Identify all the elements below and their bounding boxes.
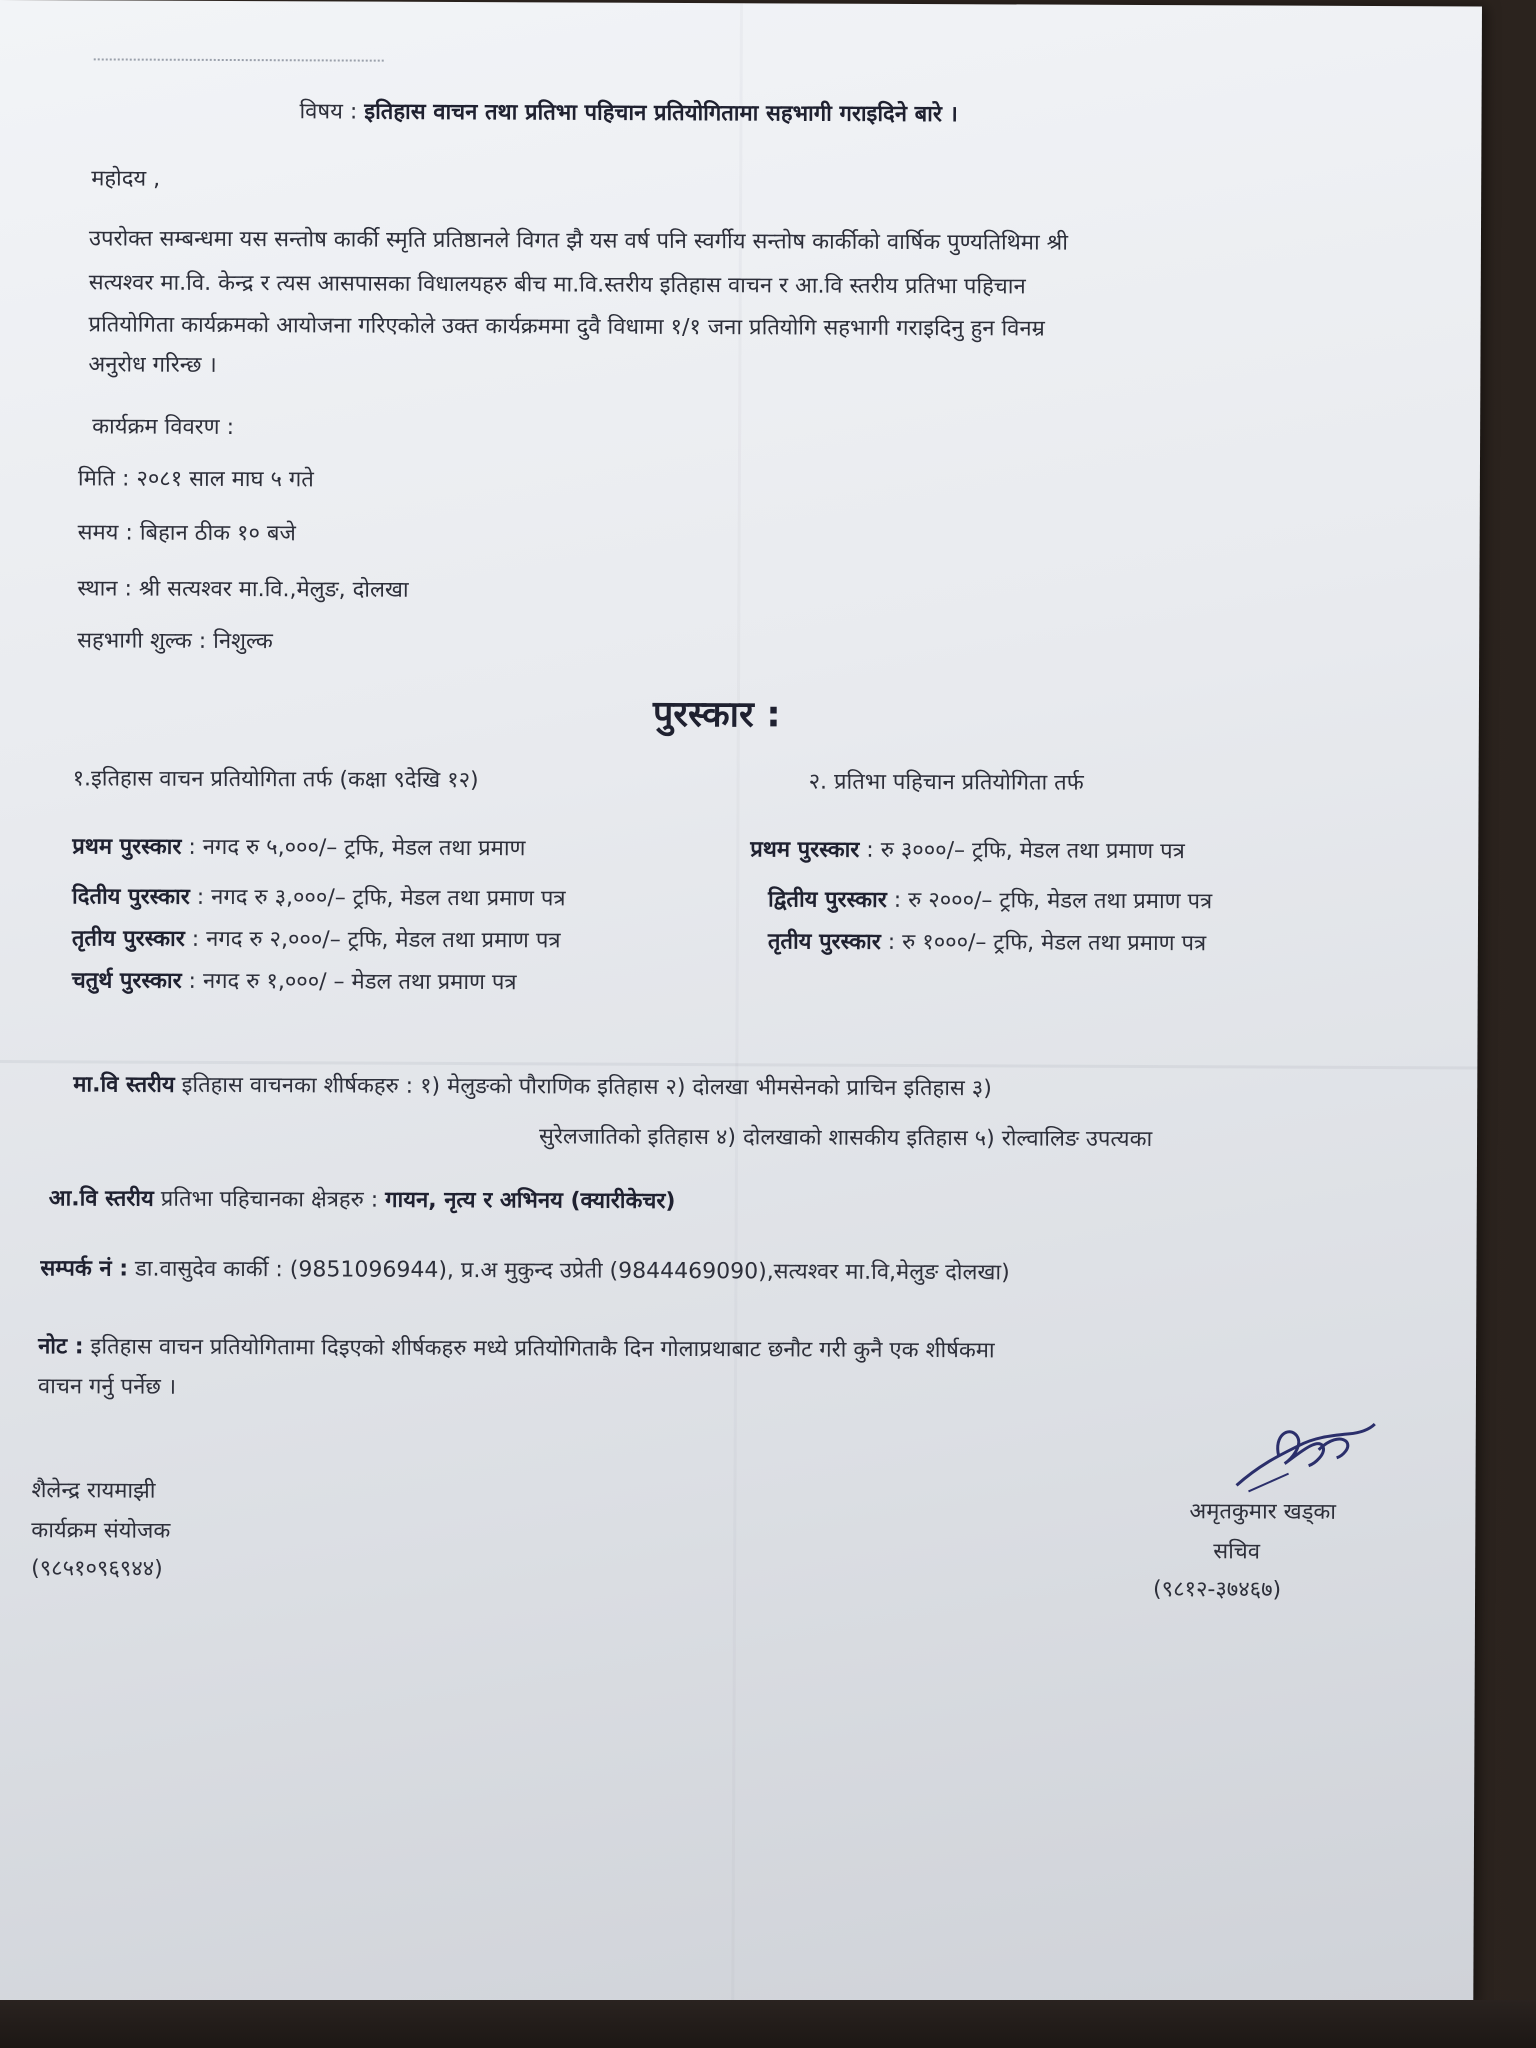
program-venue: स्थान : श्री सत्यश्वर मा.वि.,मेलुङ, दोलखा	[77, 576, 409, 603]
prize-label: द्वितीय पुरस्कार	[768, 887, 887, 913]
prize-value: : नगद रु ५,०००/– ट्रफि, मेडल तथा प्रमाण	[181, 834, 526, 862]
note-label: नोट :	[38, 1334, 84, 1360]
program-heading: कार्यक्रम विवरण :	[92, 414, 235, 441]
prize-label: तृतीय पुरस्कार	[71, 926, 185, 952]
prize-value: : नगद रु ३,०००/– ट्रफि, मेडल तथा प्रमाण पत्र	[189, 884, 566, 912]
body-line-2: सत्यश्वर मा.वि. केन्द्र र त्यस आसपासका विधालयहरु बीच मा.वि.स्तरीय इतिहास वाचन र आ.वि स्तरीय प्रतिभा पहिचान	[88, 270, 1026, 300]
history-prize-row	[72, 880, 566, 912]
talent-areas-line	[49, 1186, 676, 1215]
history-prizes-heading: १.इतिहास वाचन प्रतियोगिता तर्फ (कक्षा ९देखि १२)	[72, 766, 479, 794]
left-signatory-name: शैलेन्द्र रायमाझी	[31, 1478, 156, 1504]
talent-areas-middle: प्रतिभा पहिचानका क्षेत्रहरु :	[153, 1186, 386, 1213]
topics-line-1	[73, 1072, 992, 1102]
program-time: समय : बिहान ठीक १० बजे	[77, 520, 296, 547]
history-prize-row	[72, 922, 561, 954]
prize-label: प्रथम पुरस्कार	[750, 837, 860, 863]
prize-label: तृतीय पुरस्कार	[767, 929, 881, 955]
prize-label: प्रथम पुरस्कार	[72, 834, 182, 860]
history-prize-row	[72, 830, 525, 862]
contact-text: डा.वासुदेव कार्की : (9851096944), प्र.अ मुकुन्द उप्रेती (9844469090),सत्यश्वर मा.वि,मेलुङ दोलखा)	[128, 1256, 1010, 1286]
right-signatory-phone: (९८१२-३७४६७)	[1153, 1577, 1282, 1603]
note-text: इतिहास वाचन प्रतियोगितामा दिइएको शीर्षकहरु मध्ये प्रतियोगिताकै दिन गोलाप्रथाबाट छनौट गरी कुनै एक शीर्षकमा	[83, 1334, 995, 1364]
left-signatory-role: कार्यक्रम संयोजक	[31, 1518, 171, 1544]
subject-text: इतिहास वाचन तथा प्रतिभा पहिचान प्रतियोगितामा सहभागी गराइदिने बारे ।	[364, 99, 958, 128]
talent-prize-row	[750, 833, 1185, 865]
paper-crease	[731, 3, 743, 2003]
handwritten-signature	[1218, 1415, 1378, 1506]
paper-crease	[0, 1060, 1477, 1069]
topics-text: इतिहास वाचनका शीर्षकहरु : १) मेलुङको पौराणिक इतिहास २) दोलखा भीमसेनको प्राचिन इतिहास ३)	[174, 1072, 992, 1102]
prize-label: दितीय पुरस्कार	[72, 884, 190, 910]
prize-value: : नगद रु २,०००/– ट्रफि, मेडल तथा प्रमाण पत्र	[184, 926, 561, 954]
prize-value: : नगद रु १,०००/ – मेडल तथा प्रमाण पत्र	[181, 968, 517, 996]
topics-label: मा.वि स्तरीय	[73, 1072, 175, 1098]
prize-value: : रु २०००/– ट्रफि, मेडल तथा प्रमाण पत्र	[886, 887, 1213, 915]
program-date: मिति : २०८१ साल माघ ५ गते	[77, 466, 314, 493]
program-fee: सहभागी शुल्क : निशुल्क	[77, 628, 273, 655]
right-signatory-name: अमृतकुमार खड्का	[1189, 1499, 1337, 1525]
contact-line	[40, 1256, 1009, 1287]
top-dotted-line	[94, 58, 384, 61]
prize-label: चतुर्थ पुरस्कार	[71, 968, 182, 994]
topics-line-2: सुरेलजातिको इतिहास ४) दोलखाको शासकीय इतिहास ५) रोल्वालिङ उपत्यका	[538, 1124, 1153, 1153]
subject-line	[299, 99, 957, 128]
talent-prize-row	[768, 883, 1212, 915]
prizes-heading: पुरस्कार :	[652, 693, 781, 736]
note-line-2: वाचन गर्नु पर्नेछ ।	[37, 1374, 177, 1400]
table-surface	[0, 2000, 1536, 2048]
prize-value: : रु ३०००/– ट्रफि, मेडल तथा प्रमाण पत्र	[859, 837, 1185, 865]
contact-label: सम्पर्क नं :	[40, 1256, 129, 1282]
note-line-1	[38, 1334, 995, 1365]
talent-prizes-heading: २. प्रतिभा पहिचान प्रतियोगिता तर्फ	[808, 769, 1084, 796]
body-line-4: अनुरोध गरिन्छ ।	[88, 352, 217, 378]
salutation: महोदय ,	[91, 166, 161, 192]
talent-areas-label: आ.वि स्तरीय	[48, 1186, 154, 1212]
body-line-3: प्रतियोगिता कार्यक्रमको आयोजना गरिएकोले उक्त कार्यक्रममा दुवै विधामा १/१ जना प्रतियोगि सहभागी गराइदिनु हुन विनम्र	[88, 312, 1045, 342]
right-signatory-role: सचिव	[1213, 1539, 1261, 1565]
body-line-1: उपरोक्त सम्बन्धमा यस सन्तोष कार्की स्मृति प्रतिष्ठानले विगत झै यस वर्ष पनि स्वर्गीय सन्तोष कार्कीको वार्षिक पुण्यतिथिमा श्री	[88, 226, 1069, 256]
history-prize-row	[72, 964, 517, 996]
subject-label: विषय :	[299, 99, 358, 125]
talent-prize-row	[768, 925, 1206, 957]
left-signatory-phone: (९८५१०९६९४४)	[31, 1556, 163, 1582]
prize-value: : रु १०००/– ट्रफि, मेडल तथा प्रमाण पत्र	[880, 929, 1207, 957]
talent-areas-value: गायन, नृत्य र अभिनय (क्यारीकेचर)	[385, 1187, 676, 1214]
